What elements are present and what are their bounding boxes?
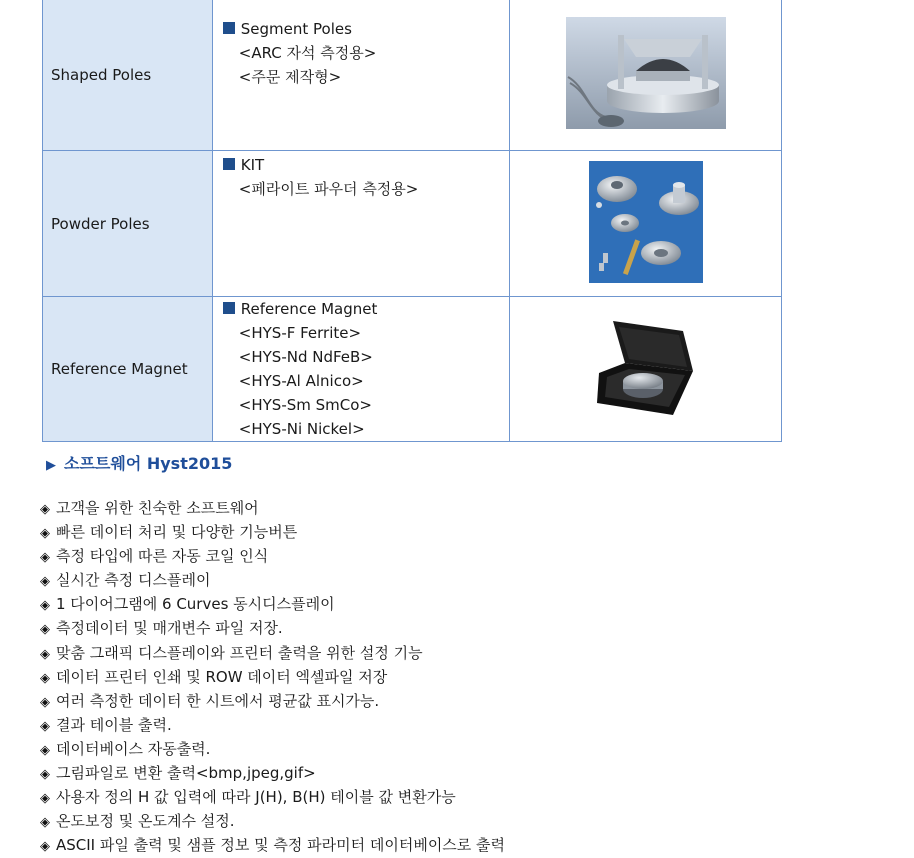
diamond-bullet-icon: ◈	[40, 526, 50, 542]
pole-detail: <HYS-Nd NdFeB>	[238, 348, 373, 366]
pole-detail: <HYS-Al Alnico>	[238, 372, 364, 390]
feature-list	[40, 497, 505, 858]
poles-table	[42, 0, 782, 442]
square-bullet-icon	[223, 158, 235, 170]
diamond-bullet-icon: ◈	[40, 791, 50, 807]
diamond-bullet-icon: ◈	[40, 767, 50, 783]
feature-text: 온도보정 및 온도계수 설정.	[56, 812, 235, 831]
feature-text: 빠른 데이터 처리 및 다양한 기능버튼	[56, 523, 298, 542]
square-bullet-icon	[223, 22, 235, 34]
list-item	[40, 834, 505, 858]
diamond-bullet-icon: ◈	[40, 839, 50, 855]
diamond-bullet-icon: ◈	[40, 598, 50, 614]
list-item	[40, 666, 505, 690]
feature-text: 실시간 측정 디스플레이	[56, 571, 211, 590]
table-row	[43, 0, 782, 151]
feature-text: 1 다이어그램에 6 Curves 동시디스플레이	[56, 595, 335, 614]
diamond-bullet-icon: ◈	[40, 502, 50, 517]
feature-text: 데이터베이스 자동출력.	[56, 739, 211, 758]
diamond-bullet-icon: ◈	[40, 550, 50, 566]
list-item	[40, 738, 505, 762]
pole-heading: KIT	[240, 156, 265, 174]
feature-text: 그림파일로 변환 출력<bmp,jpeg,gif>	[56, 764, 316, 783]
diamond-bullet-icon: ◈	[40, 815, 50, 831]
list-item	[40, 521, 505, 545]
list-item	[40, 642, 505, 666]
pole-image-cell	[510, 151, 782, 297]
pole-name: Reference Magnet	[43, 297, 213, 442]
pole-description	[212, 151, 510, 297]
list-item	[40, 762, 505, 786]
pole-description	[212, 0, 510, 151]
feature-text: ASCII 파일 출력 및 샘플 정보 및 측정 파라미터 데이터베이스로 출력	[56, 836, 506, 855]
software-title	[46, 451, 232, 474]
pole-image-cell	[510, 297, 782, 442]
pole-detail: <ARC 자석 측정용>	[238, 44, 377, 62]
diamond-bullet-icon: ◈	[40, 646, 50, 662]
list-item	[40, 569, 505, 593]
pole-detail: <HYS-Ni Nickel>	[238, 420, 365, 438]
diamond-bullet-icon: ◈	[40, 742, 50, 758]
diamond-bullet-icon: ◈	[40, 694, 50, 710]
diamond-bullet-icon: ◈	[40, 622, 50, 638]
feature-text: 데이터 프린터 인쇄 및 ROW 데이터 엑셀파일 저장	[56, 667, 388, 686]
pole-detail: <페라이트 파우더 측정용>	[238, 180, 419, 198]
table-row	[43, 297, 782, 442]
list-item	[40, 617, 505, 641]
list-item	[40, 810, 505, 834]
list-item	[40, 497, 505, 521]
powder-poles-kit-photo	[589, 161, 703, 283]
segment-poles-photo	[566, 17, 726, 129]
list-item	[40, 593, 505, 617]
feature-text: 여러 측정한 데이터 한 시트에서 평균값 표시가능.	[56, 691, 380, 710]
pole-description	[212, 297, 510, 442]
feature-text: 고객을 위한 친숙한 소프트웨어	[56, 499, 259, 517]
pole-heading: Reference Magnet	[240, 300, 378, 318]
diamond-bullet-icon: ◈	[40, 574, 50, 590]
diamond-bullet-icon: ◈	[40, 670, 50, 686]
triangle-right-icon: ▶	[46, 458, 56, 473]
list-item	[40, 690, 505, 714]
pole-image-cell	[510, 0, 782, 151]
feature-text: 맞춤 그래픽 디스플레이와 프린터 출력을 위한 설정 기능	[56, 643, 423, 662]
pole-detail: <주문 제작형>	[238, 68, 342, 86]
software-title-text: 소프트웨어 Hyst2015	[64, 454, 233, 473]
list-item	[40, 545, 505, 569]
feature-text: 측정 타입에 따른 자동 코일 인식	[56, 547, 269, 566]
feature-text: 측정데이터 및 매개변수 파일 저장.	[56, 619, 283, 638]
square-bullet-icon	[223, 302, 235, 314]
pole-heading: Segment Poles	[240, 20, 352, 38]
feature-text: 결과 테이블 출력.	[56, 715, 172, 734]
reference-magnet-case-photo	[593, 311, 699, 423]
pole-detail: <HYS-Sm SmCo>	[238, 396, 372, 414]
feature-text: 사용자 정의 H 값 입력에 따라 J(H), B(H) 테이블 값 변환가능	[56, 788, 456, 807]
pole-detail: <HYS-F Ferrite>	[238, 324, 362, 342]
pole-name: Shaped Poles	[43, 0, 213, 151]
table-row	[43, 151, 782, 297]
pole-name: Powder Poles	[43, 151, 213, 297]
list-item	[40, 786, 505, 810]
diamond-bullet-icon: ◈	[40, 718, 50, 734]
list-item	[40, 714, 505, 738]
